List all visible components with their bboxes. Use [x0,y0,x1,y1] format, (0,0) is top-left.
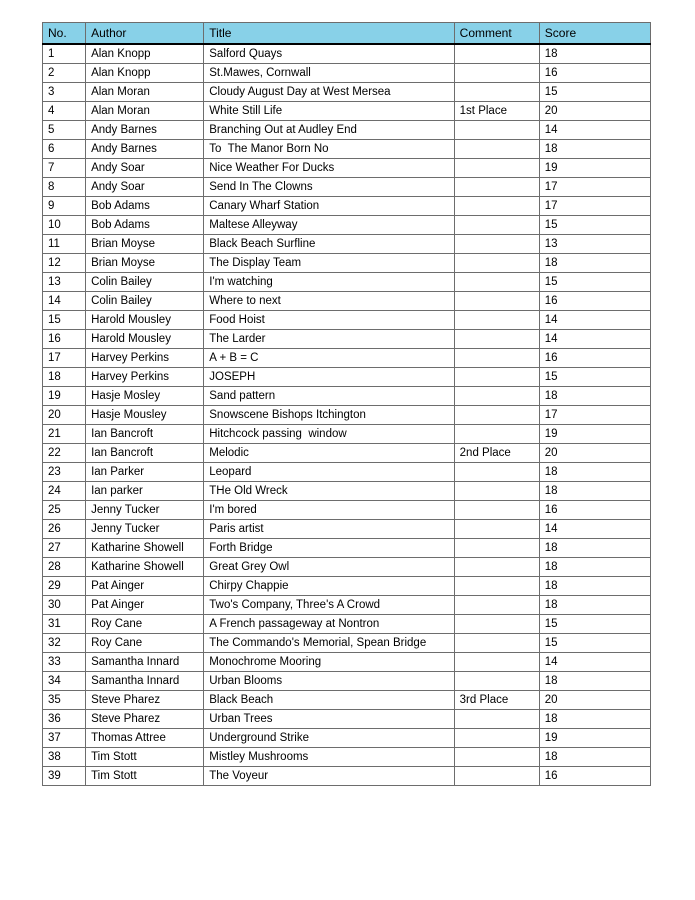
cell-comment [454,273,539,292]
cell-author: Samantha Innard [86,672,204,691]
cell-score: 18 [539,672,650,691]
cell-no: 31 [43,615,86,634]
cell-comment [454,140,539,159]
cell-author: Samantha Innard [86,653,204,672]
cell-score: 18 [539,710,650,729]
table-row [43,463,651,482]
cell-no: 19 [43,387,86,406]
cell-comment: 3rd Place [454,691,539,710]
cell-no: 11 [43,235,86,254]
cell-title: Salford Quays [204,44,454,64]
cell-title: THe Old Wreck [204,482,454,501]
cell-no: 13 [43,273,86,292]
table-row [43,197,651,216]
cell-author: Andy Barnes [86,140,204,159]
cell-no: 37 [43,729,86,748]
table-row [43,710,651,729]
cell-score: 17 [539,178,650,197]
cell-title: I'm bored [204,501,454,520]
cell-no: 35 [43,691,86,710]
cell-author: Bob Adams [86,197,204,216]
cell-score: 16 [539,501,650,520]
cell-comment [454,254,539,273]
table-row [43,311,651,330]
cell-title: The Display Team [204,254,454,273]
cell-title: Snowscene Bishops Itchington [204,406,454,425]
cell-score: 18 [539,463,650,482]
results-table-container [42,22,651,786]
table-row [43,729,651,748]
results-table [42,22,651,786]
cell-author: Colin Bailey [86,292,204,311]
cell-no: 23 [43,463,86,482]
cell-author: Brian Moyse [86,235,204,254]
cell-comment [454,520,539,539]
table-row [43,482,651,501]
cell-score: 18 [539,140,650,159]
cell-title: Great Grey Owl [204,558,454,577]
cell-score: 18 [539,596,650,615]
cell-title: Leopard [204,463,454,482]
table-row [43,121,651,140]
cell-score: 18 [539,482,650,501]
cell-score: 13 [539,235,650,254]
cell-comment [454,596,539,615]
cell-author: Roy Cane [86,634,204,653]
cell-title: Underground Strike [204,729,454,748]
table-row [43,273,651,292]
cell-score: 19 [539,729,650,748]
cell-comment [454,463,539,482]
cell-comment [454,121,539,140]
table-row [43,387,651,406]
cell-comment [454,292,539,311]
cell-title: Chirpy Chappie [204,577,454,596]
table-header-row [43,23,651,45]
cell-title: To The Manor Born No [204,140,454,159]
cell-author: Andy Soar [86,159,204,178]
cell-author: Colin Bailey [86,273,204,292]
cell-no: 30 [43,596,86,615]
cell-comment [454,235,539,254]
cell-no: 9 [43,197,86,216]
cell-score: 17 [539,197,650,216]
cell-no: 20 [43,406,86,425]
cell-comment [454,558,539,577]
cell-score: 15 [539,634,650,653]
cell-no: 22 [43,444,86,463]
table-row [43,748,651,767]
cell-score: 14 [539,520,650,539]
cell-score: 18 [539,44,650,64]
table-row [43,615,651,634]
cell-no: 14 [43,292,86,311]
cell-score: 20 [539,102,650,121]
cell-no: 24 [43,482,86,501]
cell-author: Hasje Mousley [86,406,204,425]
table-row [43,558,651,577]
cell-author: Ian Parker [86,463,204,482]
cell-title: Urban Blooms [204,672,454,691]
cell-title: The Larder [204,330,454,349]
table-row [43,178,651,197]
cell-comment [454,501,539,520]
cell-no: 25 [43,501,86,520]
cell-score: 15 [539,368,650,387]
cell-author: Harold Mousley [86,330,204,349]
cell-title: Send In The Clowns [204,178,454,197]
column-header-title: Title [204,23,454,45]
cell-comment [454,83,539,102]
cell-title: Melodic [204,444,454,463]
cell-score: 14 [539,121,650,140]
cell-author: Brian Moyse [86,254,204,273]
cell-title: A French passageway at Nontron [204,615,454,634]
cell-comment [454,178,539,197]
cell-title: Branching Out at Audley End [204,121,454,140]
cell-no: 16 [43,330,86,349]
table-row [43,235,651,254]
cell-author: Alan Knopp [86,44,204,64]
cell-no: 3 [43,83,86,102]
cell-comment [454,577,539,596]
cell-title: White Still Life [204,102,454,121]
cell-title: Monochrome Mooring [204,653,454,672]
cell-author: Ian Bancroft [86,425,204,444]
cell-title: Urban Trees [204,710,454,729]
cell-score: 18 [539,254,650,273]
cell-score: 18 [539,748,650,767]
table-row [43,349,651,368]
table-row [43,44,651,64]
table-row [43,444,651,463]
cell-comment [454,653,539,672]
cell-title: The Voyeur [204,767,454,786]
column-header-no: No. [43,23,86,45]
table-row [43,102,651,121]
cell-score: 16 [539,292,650,311]
cell-no: 36 [43,710,86,729]
cell-score: 14 [539,330,650,349]
cell-author: Ian Bancroft [86,444,204,463]
cell-no: 10 [43,216,86,235]
cell-author: Steve Pharez [86,710,204,729]
cell-no: 15 [43,311,86,330]
cell-title: Black Beach Surfline [204,235,454,254]
cell-title: Food Hoist [204,311,454,330]
table-row [43,292,651,311]
cell-comment [454,748,539,767]
cell-title: A + B = C [204,349,454,368]
cell-comment [454,406,539,425]
cell-no: 34 [43,672,86,691]
cell-score: 19 [539,159,650,178]
cell-comment [454,425,539,444]
cell-score: 14 [539,311,650,330]
cell-author: Roy Cane [86,615,204,634]
cell-author: Hasje Mosley [86,387,204,406]
cell-score: 14 [539,653,650,672]
cell-title: Sand pattern [204,387,454,406]
cell-score: 16 [539,64,650,83]
cell-no: 33 [43,653,86,672]
cell-score: 19 [539,425,650,444]
cell-score: 16 [539,349,650,368]
cell-score: 18 [539,577,650,596]
cell-comment [454,330,539,349]
cell-author: Andy Barnes [86,121,204,140]
cell-author: Harvey Perkins [86,349,204,368]
cell-author: Steve Pharez [86,691,204,710]
cell-author: Alan Knopp [86,64,204,83]
cell-author: Katharine Showell [86,539,204,558]
cell-comment: 2nd Place [454,444,539,463]
cell-title: JOSEPH [204,368,454,387]
table-row [43,140,651,159]
cell-author: Katharine Showell [86,558,204,577]
table-row [43,691,651,710]
cell-score: 20 [539,691,650,710]
cell-title: Maltese Alleyway [204,216,454,235]
cell-comment [454,64,539,83]
cell-no: 8 [43,178,86,197]
cell-title: Two's Company, Three's A Crowd [204,596,454,615]
cell-title: Canary Wharf Station [204,197,454,216]
cell-author: Thomas Attree [86,729,204,748]
cell-comment [454,311,539,330]
cell-comment [454,634,539,653]
cell-score: 15 [539,216,650,235]
cell-score: 15 [539,615,650,634]
cell-score: 18 [539,539,650,558]
table-row [43,425,651,444]
cell-author: Jenny Tucker [86,520,204,539]
cell-author: Pat Ainger [86,596,204,615]
cell-no: 27 [43,539,86,558]
table-row [43,672,651,691]
cell-author: Tim Stott [86,767,204,786]
table-row [43,216,651,235]
table-body [43,44,651,786]
cell-title: Cloudy August Day at West Mersea [204,83,454,102]
cell-no: 32 [43,634,86,653]
table-row [43,64,651,83]
cell-no: 26 [43,520,86,539]
table-row [43,254,651,273]
cell-comment [454,729,539,748]
table-row [43,577,651,596]
cell-no: 18 [43,368,86,387]
table-row [43,539,651,558]
cell-comment [454,615,539,634]
cell-comment: 1st Place [454,102,539,121]
cell-title: Paris artist [204,520,454,539]
cell-score: 15 [539,273,650,292]
table-row [43,520,651,539]
cell-author: Ian parker [86,482,204,501]
cell-title: Mistley Mushrooms [204,748,454,767]
cell-comment [454,672,539,691]
cell-no: 2 [43,64,86,83]
cell-no: 28 [43,558,86,577]
column-header-score: Score [539,23,650,45]
cell-title: I'm watching [204,273,454,292]
cell-title: Hitchcock passing window [204,425,454,444]
cell-score: 15 [539,83,650,102]
cell-comment [454,710,539,729]
table-row [43,159,651,178]
cell-no: 7 [43,159,86,178]
cell-comment [454,539,539,558]
cell-no: 5 [43,121,86,140]
cell-comment [454,349,539,368]
table-row [43,83,651,102]
table-row [43,501,651,520]
cell-author: Tim Stott [86,748,204,767]
table-row [43,368,651,387]
cell-no: 21 [43,425,86,444]
cell-title: The Commando's Memorial, Spean Bridge [204,634,454,653]
column-header-comment: Comment [454,23,539,45]
cell-comment [454,44,539,64]
table-row [43,596,651,615]
cell-title: Black Beach [204,691,454,710]
cell-comment [454,216,539,235]
cell-author: Alan Moran [86,83,204,102]
cell-comment [454,159,539,178]
cell-no: 38 [43,748,86,767]
cell-score: 18 [539,558,650,577]
cell-author: Andy Soar [86,178,204,197]
cell-author: Alan Moran [86,102,204,121]
table-row [43,634,651,653]
cell-no: 12 [43,254,86,273]
cell-title: Nice Weather For Ducks [204,159,454,178]
cell-score: 18 [539,387,650,406]
cell-title: St.Mawes, Cornwall [204,64,454,83]
cell-no: 39 [43,767,86,786]
cell-author: Bob Adams [86,216,204,235]
cell-title: Where to next [204,292,454,311]
cell-score: 20 [539,444,650,463]
cell-no: 1 [43,44,86,64]
cell-author: Harold Mousley [86,311,204,330]
cell-comment [454,368,539,387]
cell-score: 16 [539,767,650,786]
cell-author: Harvey Perkins [86,368,204,387]
table-row [43,330,651,349]
cell-comment [454,197,539,216]
cell-title: Forth Bridge [204,539,454,558]
table-row [43,653,651,672]
cell-comment [454,767,539,786]
cell-comment [454,387,539,406]
cell-no: 17 [43,349,86,368]
cell-score: 17 [539,406,650,425]
cell-author: Pat Ainger [86,577,204,596]
cell-author: Jenny Tucker [86,501,204,520]
cell-comment [454,482,539,501]
cell-no: 6 [43,140,86,159]
table-row [43,767,651,786]
table-row [43,406,651,425]
column-header-author: Author [86,23,204,45]
cell-no: 29 [43,577,86,596]
cell-no: 4 [43,102,86,121]
table-header [43,23,651,45]
